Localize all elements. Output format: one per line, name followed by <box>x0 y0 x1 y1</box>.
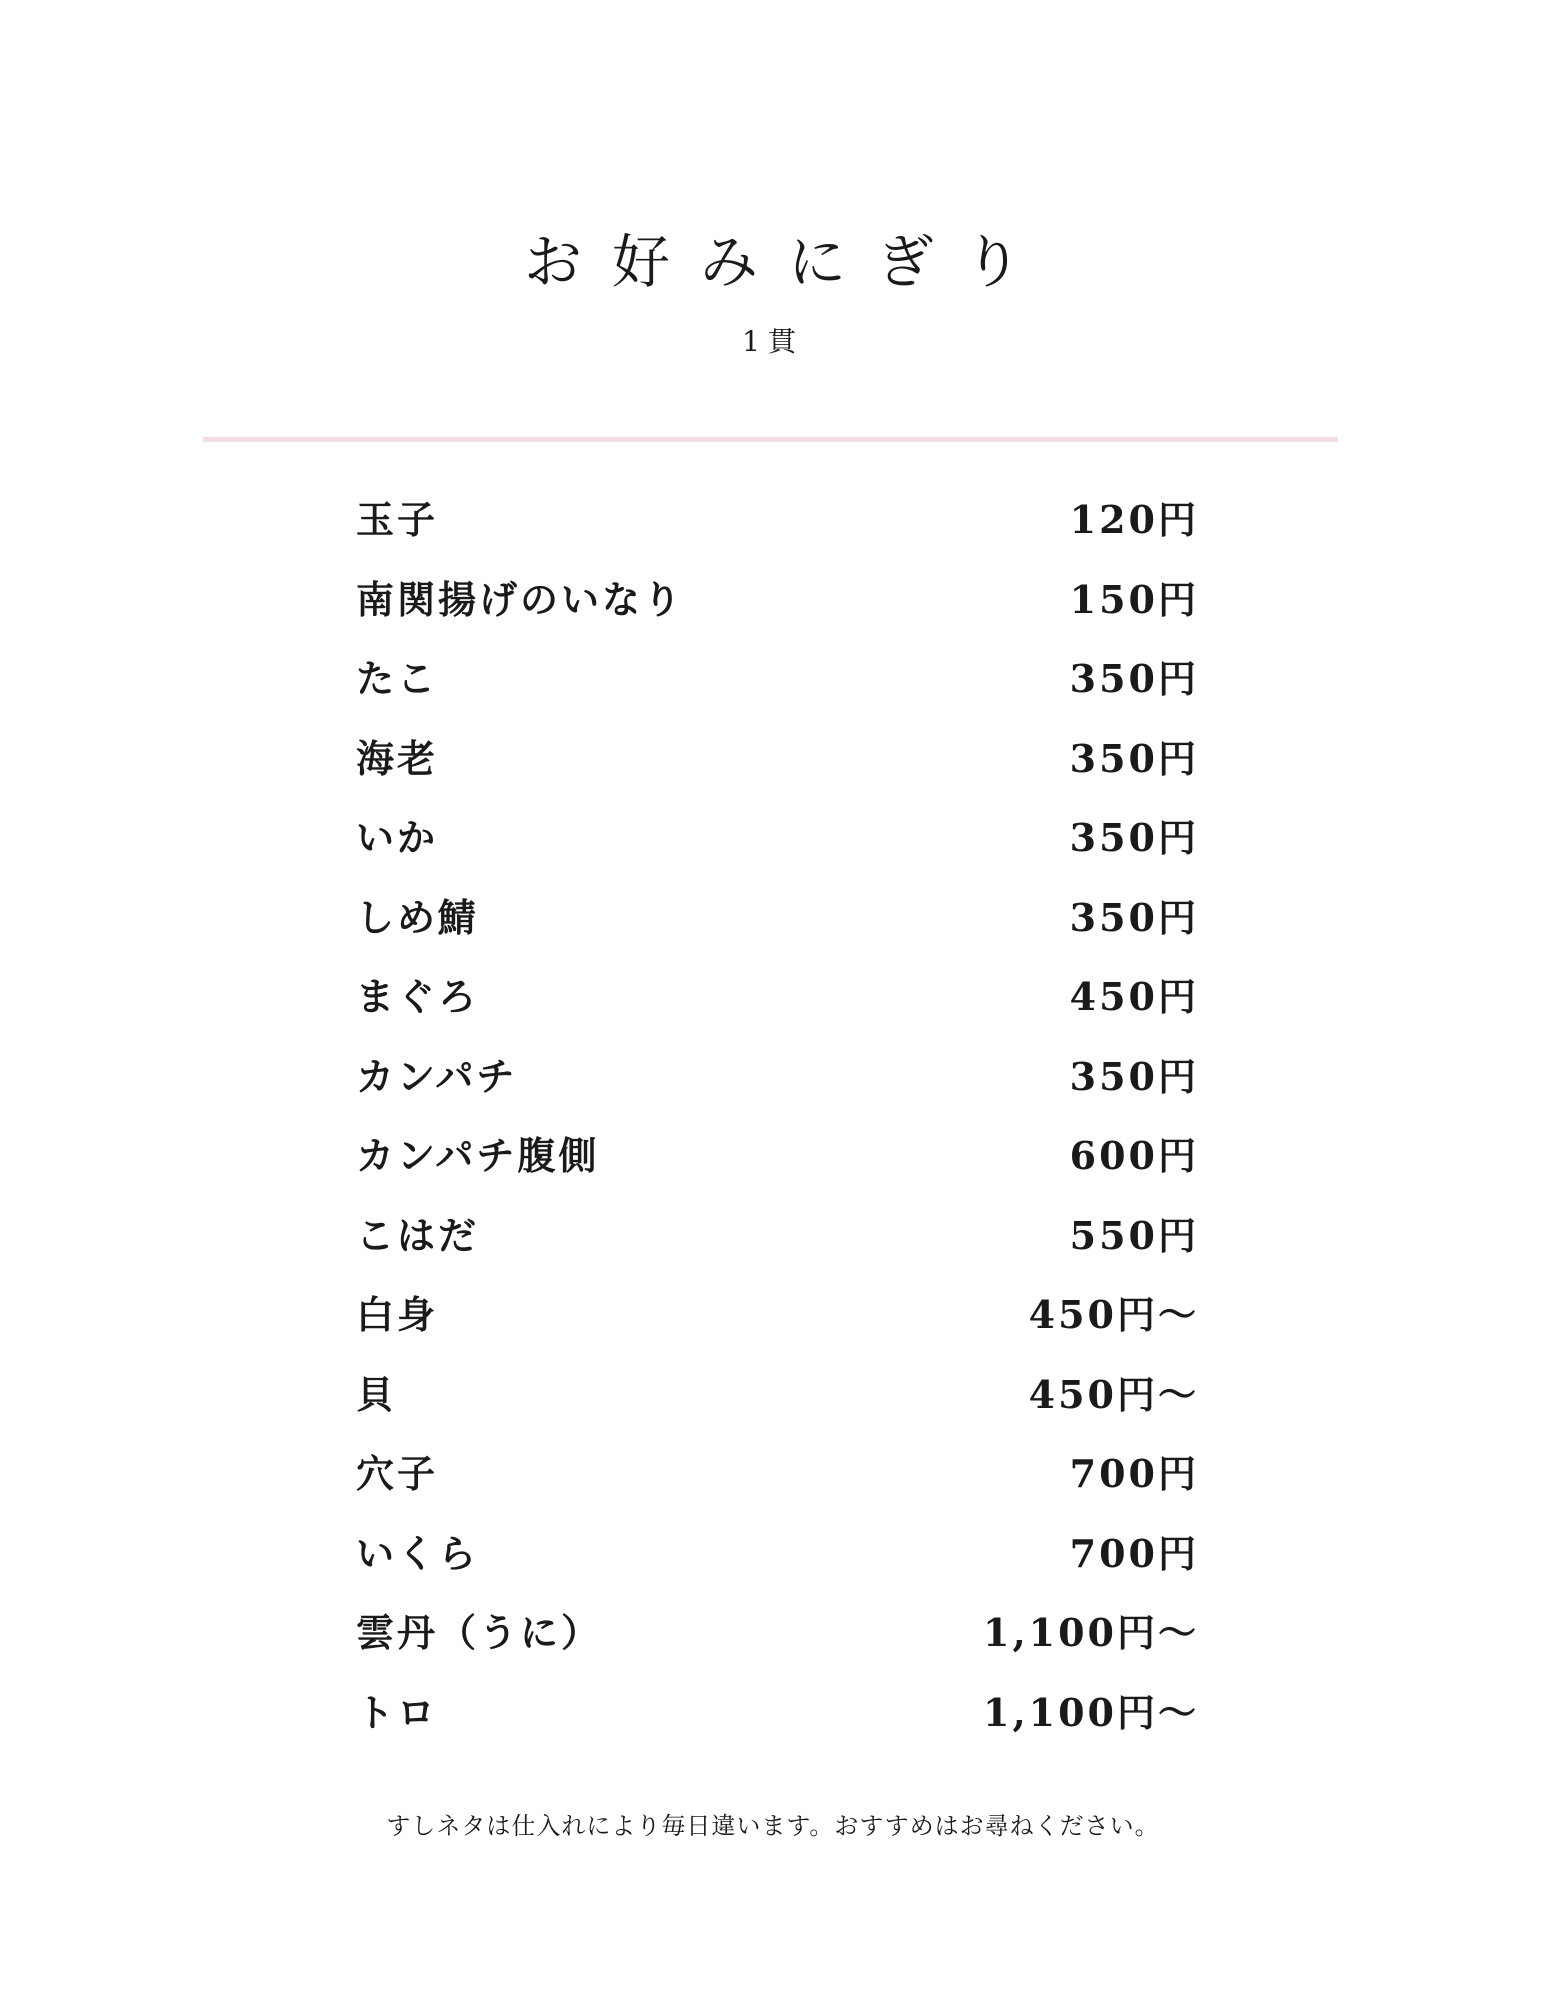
menu-item-name: まぐろ <box>356 974 480 1019</box>
menu-item-name: カンパチ <box>356 1053 518 1099</box>
menu-item <box>356 1683 1216 1763</box>
menu-item-price: 120円 <box>1069 497 1199 542</box>
menu-item-name: トロ <box>356 1689 439 1735</box>
menu-item-price: 700円 <box>1069 1530 1199 1576</box>
menu-item-price: 1,100円～ <box>983 1610 1199 1655</box>
menu-item-name: いくら <box>356 1530 480 1576</box>
menu-item <box>356 967 1216 1047</box>
menu-item-price: 350円 <box>1069 815 1199 860</box>
menu-item-price: 150円 <box>1069 576 1199 622</box>
menu-item-name: 穴子 <box>356 1451 439 1496</box>
menu-item-price: 350円 <box>1069 735 1199 781</box>
menu-item-name: 白身 <box>356 1292 439 1337</box>
menu-item <box>356 888 1216 968</box>
menu-item-name: いか <box>356 815 439 860</box>
menu-item-price: 350円 <box>1069 1053 1199 1099</box>
menu-item-price: 700円 <box>1069 1451 1199 1496</box>
menu-item-name: カンパチ腹側 <box>356 1133 600 1178</box>
menu-item <box>356 1603 1216 1683</box>
menu-item-price: 550円 <box>1069 1212 1199 1258</box>
menu-item-name: 玉子 <box>356 497 439 542</box>
page-title: お好みにぎり <box>523 228 1052 296</box>
menu-item <box>356 1206 1216 1286</box>
menu-item-price: 450円 <box>1069 974 1199 1019</box>
menu-item-price: 450円～ <box>1028 1292 1199 1337</box>
menu-item <box>356 649 1216 729</box>
menu-item-name: しめ鯖 <box>356 894 480 940</box>
menu-item-name: 雲丹（うに） <box>356 1610 603 1655</box>
menu-item-name: こはだ <box>356 1212 480 1258</box>
menu-item-name: 南関揚げのいなり <box>356 576 685 622</box>
menu-list <box>356 490 1216 1762</box>
menu-item <box>356 1365 1216 1445</box>
menu-item-price: 600円 <box>1069 1133 1199 1178</box>
menu-item-price: 350円 <box>1069 894 1199 940</box>
page-subtitle: 1貫 <box>742 325 804 358</box>
menu-item <box>356 1047 1216 1127</box>
header-divider <box>203 437 1338 442</box>
menu-item <box>356 1285 1216 1365</box>
menu-item-name: たこ <box>356 656 439 701</box>
menu-item <box>356 808 1216 888</box>
menu-item-price: 350円 <box>1069 656 1199 701</box>
menu-item <box>356 1126 1216 1206</box>
menu-item-price: 1,100円～ <box>983 1689 1199 1735</box>
menu-item <box>356 729 1216 809</box>
menu-item <box>356 570 1216 650</box>
menu-item <box>356 1524 1216 1604</box>
menu-item-name: 貝 <box>356 1371 398 1417</box>
menu-item-price: 450円～ <box>1028 1371 1199 1417</box>
menu-item <box>356 1444 1216 1524</box>
menu-item <box>356 490 1216 570</box>
footer-note: すしネタは仕入れにより毎日違います。おすすめはお尋ねください。 <box>386 1812 1160 1840</box>
menu-item-name: 海老 <box>356 735 439 781</box>
